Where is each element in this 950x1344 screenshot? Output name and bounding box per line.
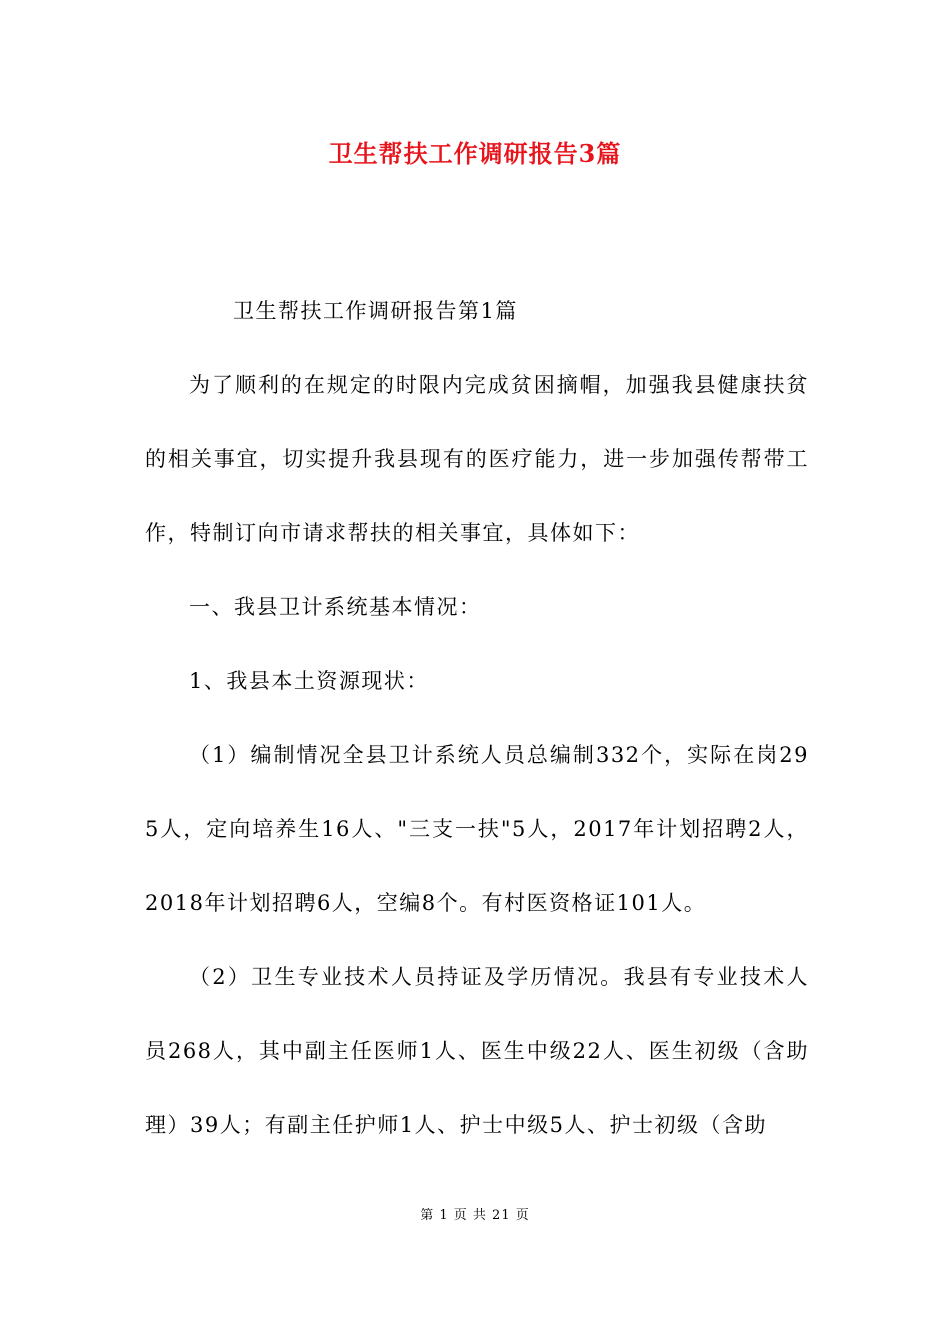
report-subtitle: 卫生帮扶工作调研报告第1篇 — [233, 299, 518, 323]
section-heading: 一、我县卫计系统基本情况： — [189, 595, 482, 619]
document-title: 卫生帮扶工作调研报告3篇 — [328, 139, 622, 168]
paragraph: 为了顺利的在规定的时限内完成贫困摘帽，加强我县健康扶贫的相关事宜，切实提升我县现有的医疗能力，进一步加强传帮带工作，特制订向市请求帮扶的相关事宜，具体如下： — [145, 373, 809, 545]
subsection-heading: 1、我县本土资源现状： — [189, 669, 429, 693]
page-number-footer: 第 1 页 共 21 页 — [420, 1208, 530, 1223]
paragraph: （2）卫生专业技术人员持证及学历情况。我县有专业技术人员268人，其中副主任医师1人、医生中级22人、医生初级（含助理）39人；有副主任护师1人、护士中级5人、护士初级（含助 — [145, 965, 809, 1137]
document-body — [145, 274, 809, 1162]
paragraph: （1）编制情况全县卫计系统人员总编制332个，实际在岗295人，定向培养生16人、"三支一扶"5人，2017年计划招聘2人，2018年计划招聘6人，空编8个。有村医资格证101人。 — [145, 743, 809, 915]
